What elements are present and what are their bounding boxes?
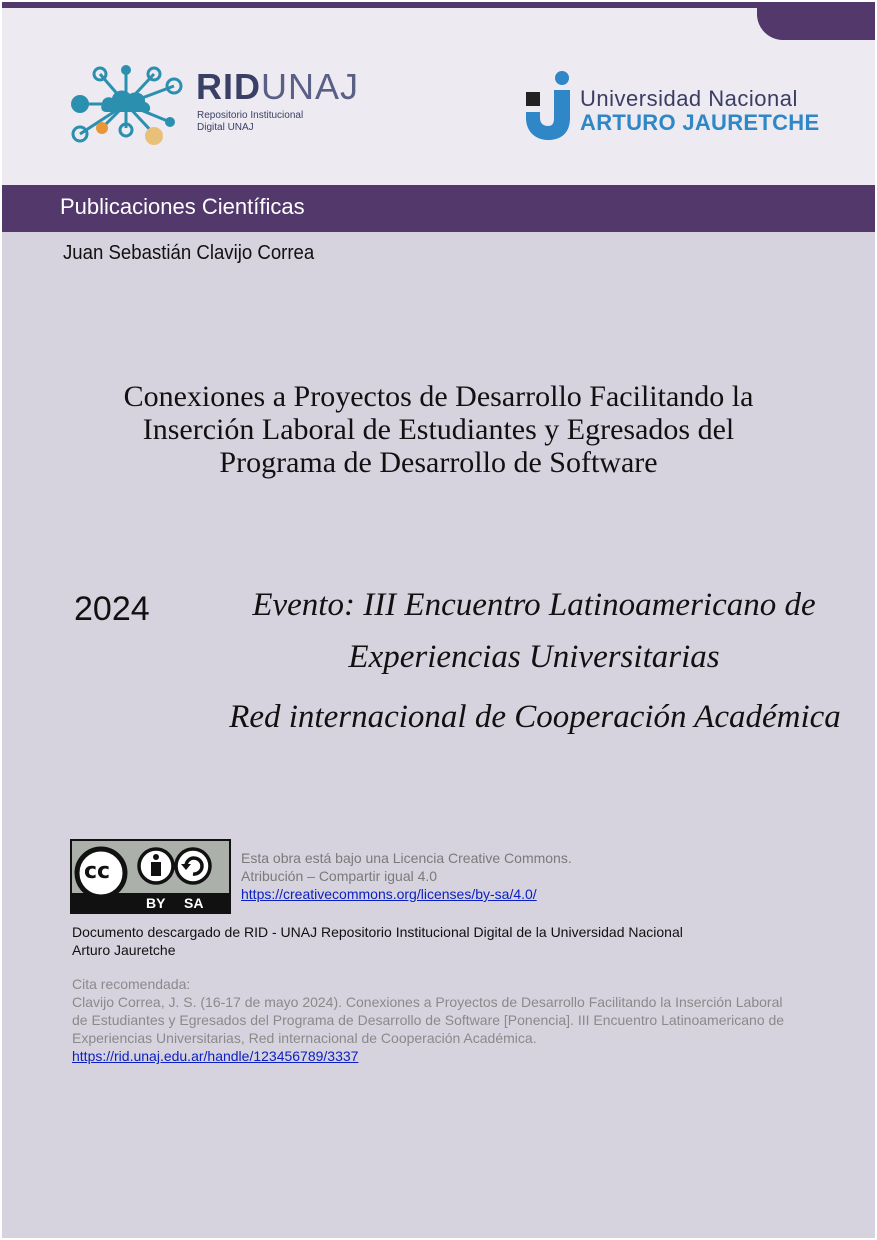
document-page bbox=[2, 2, 875, 1238]
license-link[interactable]: https://creativecommons.org/licenses/by-sa/4.0/ bbox=[241, 886, 537, 902]
network-cloud-icon bbox=[66, 64, 186, 156]
badge-sa-label: SA bbox=[184, 895, 204, 911]
license-text bbox=[241, 849, 572, 903]
rid-wordmark-thin: UNAJ bbox=[261, 66, 360, 107]
rid-wordmark-bold: RID bbox=[196, 66, 261, 107]
badge-by-label: BY bbox=[146, 895, 166, 911]
citation-link[interactable]: https://rid.unaj.edu.ar/handle/123456789/3337 bbox=[72, 1048, 359, 1064]
unaj-logo bbox=[524, 70, 824, 150]
event-line3: Red internacional de Cooperación Académica bbox=[229, 699, 841, 735]
section-band-label: Publicaciones Científicas bbox=[60, 194, 305, 219]
download-notice: Documento descargado de RID - UNAJ Repositorio Institucional Digital de la Universidad Nacional Arturo Jauretche bbox=[72, 924, 683, 958]
rid-subtitle-line2: Digital UNAJ bbox=[197, 122, 254, 133]
rid-subtitle bbox=[197, 110, 357, 134]
document-title bbox=[22, 380, 855, 479]
cc-by-sa-badge bbox=[70, 839, 231, 914]
section-band bbox=[2, 185, 875, 232]
publication-year: 2024 bbox=[74, 590, 150, 628]
corner-tab-shape bbox=[757, 2, 875, 40]
recommended-citation bbox=[72, 975, 792, 1065]
header bbox=[2, 8, 875, 185]
title-line: Inserción Laboral de Estudiantes y Egresados del bbox=[142, 413, 735, 446]
license-line2: Atribución – Compartir igual 4.0 bbox=[241, 868, 438, 884]
unaj-name-line1: Universidad Nacional bbox=[580, 86, 798, 111]
event-line1: Evento: III Encuentro Latinoamericano de bbox=[252, 587, 816, 623]
citation-heading: Cita recomendada: bbox=[72, 976, 191, 992]
rid-wordmark bbox=[196, 66, 359, 108]
top-rule bbox=[2, 2, 875, 8]
event-line2: Experiencias Universitarias bbox=[348, 639, 720, 675]
citation-text: Clavijo Correa, J. S. (16-17 de mayo 2024). Conexiones a Proyectos de Desarrollo Facilitando la Inserción Laboral de Estudiantes y Egresados del Programa de Desarrollo de Software [Ponencia]. III Encuentro Latinoamericano de Experiencias Universitarias, Red internacional de Cooperación Académica. bbox=[72, 994, 785, 1046]
title-line: Programa de Desarrollo de Software bbox=[219, 446, 658, 479]
unaj-j-icon bbox=[524, 70, 576, 142]
author-name: Juan Sebastián Clavijo Correa bbox=[63, 242, 315, 264]
rid-unaj-logo bbox=[66, 64, 376, 160]
share-alike-icon bbox=[176, 849, 210, 883]
license-line1: Esta obra está bajo una Licencia Creative Commons. bbox=[241, 850, 572, 866]
title-line: Conexiones a Proyectos de Desarrollo Facilitando la bbox=[123, 380, 754, 413]
cc-icon-text: cc bbox=[84, 859, 111, 884]
event-info bbox=[234, 579, 834, 683]
rid-subtitle-line1: Repositorio Institucional bbox=[197, 110, 304, 121]
unaj-name-line2: ARTURO JAURETCHE bbox=[580, 110, 820, 135]
